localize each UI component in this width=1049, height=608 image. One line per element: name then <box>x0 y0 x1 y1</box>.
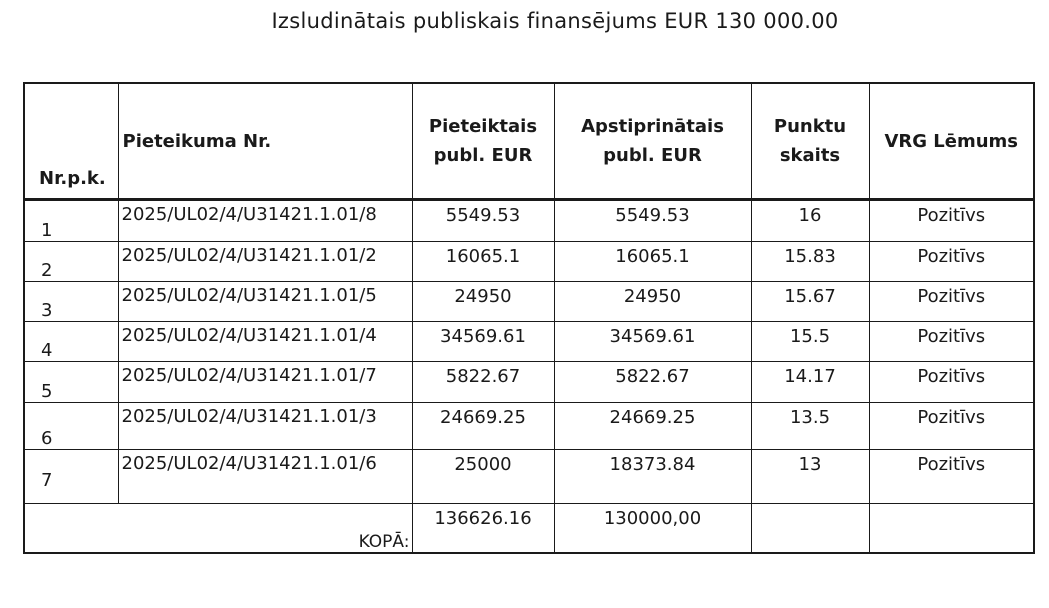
cell-approved: 34569.61 <box>554 322 751 362</box>
cell-nr: 2 <box>24 242 118 282</box>
header-approved-line2: publ. EUR <box>603 145 702 166</box>
cell-points: 16 <box>751 200 869 242</box>
header-points <box>751 83 869 200</box>
cell-nr: 4 <box>24 322 118 362</box>
cell-application: 2025/UL02/4/U31421.1.01/3 <box>118 403 412 450</box>
cell-points: 15.83 <box>751 242 869 282</box>
cell-requested: 25000 <box>412 450 554 504</box>
cell-application: 2025/UL02/4/U31421.1.01/8 <box>118 200 412 242</box>
cell-requested: 5549.53 <box>412 200 554 242</box>
cell-approved: 5549.53 <box>554 200 751 242</box>
cell-approved: 5822.67 <box>554 362 751 403</box>
cell-points: 13.5 <box>751 403 869 450</box>
cell-decision: Pozitīvs <box>869 282 1034 322</box>
cell-decision: Pozitīvs <box>869 322 1034 362</box>
cell-decision: Pozitīvs <box>869 450 1034 504</box>
total-points-empty <box>751 504 869 554</box>
cell-requested: 5822.67 <box>412 362 554 403</box>
funding-table <box>23 82 1035 554</box>
cell-application: 2025/UL02/4/U31421.1.01/2 <box>118 242 412 282</box>
header-decision: VRG Lēmums <box>869 83 1034 200</box>
header-requested <box>412 83 554 200</box>
cell-points: 15.5 <box>751 322 869 362</box>
cell-application: 2025/UL02/4/U31421.1.01/7 <box>118 362 412 403</box>
total-approved: 130000,00 <box>554 504 751 554</box>
cell-approved: 18373.84 <box>554 450 751 504</box>
cell-requested: 16065.1 <box>412 242 554 282</box>
total-requested: 136626.16 <box>412 504 554 554</box>
header-requested-line1: Pieteiktais <box>428 116 538 137</box>
cell-approved: 24669.25 <box>554 403 751 450</box>
cell-approved: 16065.1 <box>554 242 751 282</box>
cell-application: 2025/UL02/4/U31421.1.01/6 <box>118 450 412 504</box>
cell-points: 13 <box>751 450 869 504</box>
cell-requested: 24669.25 <box>412 403 554 450</box>
cell-approved: 24950 <box>554 282 751 322</box>
cell-decision: Pozitīvs <box>869 200 1034 242</box>
cell-nr: 1 <box>24 200 118 242</box>
total-label: KOPĀ: <box>24 504 412 554</box>
cell-requested: 34569.61 <box>412 322 554 362</box>
header-points-line1: Punktu <box>773 116 847 137</box>
table-row <box>24 322 1034 362</box>
cell-nr: 5 <box>24 362 118 403</box>
header-row <box>24 83 1034 200</box>
total-decision-empty <box>869 504 1034 554</box>
cell-application: 2025/UL02/4/U31421.1.01/4 <box>118 322 412 362</box>
table-row <box>24 200 1034 242</box>
cell-application: 2025/UL02/4/U31421.1.01/5 <box>118 282 412 322</box>
header-approved <box>554 83 751 200</box>
cell-points: 15.67 <box>751 282 869 322</box>
table-row <box>24 450 1034 504</box>
cell-decision: Pozitīvs <box>869 362 1034 403</box>
cell-nr: 6 <box>24 403 118 450</box>
table-row <box>24 362 1034 403</box>
header-requested-line2: publ. EUR <box>433 145 533 166</box>
header-nr: Nr.p.k. <box>24 83 118 200</box>
cell-decision: Pozitīvs <box>869 242 1034 282</box>
cell-decision: Pozitīvs <box>869 403 1034 450</box>
header-application: Pieteikuma Nr. <box>118 83 412 200</box>
cell-nr: 3 <box>24 282 118 322</box>
total-row <box>24 504 1034 554</box>
cell-requested: 24950 <box>412 282 554 322</box>
table-row <box>24 282 1034 322</box>
table-row <box>24 403 1034 450</box>
header-points-line2: skaits <box>779 145 841 166</box>
document-title: Izsludinātais publiskais finansējums EUR 130 000.00 <box>271 9 839 33</box>
header-approved-line1: Apstiprinātais <box>581 116 724 137</box>
cell-points: 14.17 <box>751 362 869 403</box>
cell-nr: 7 <box>24 450 118 504</box>
table-row <box>24 242 1034 282</box>
